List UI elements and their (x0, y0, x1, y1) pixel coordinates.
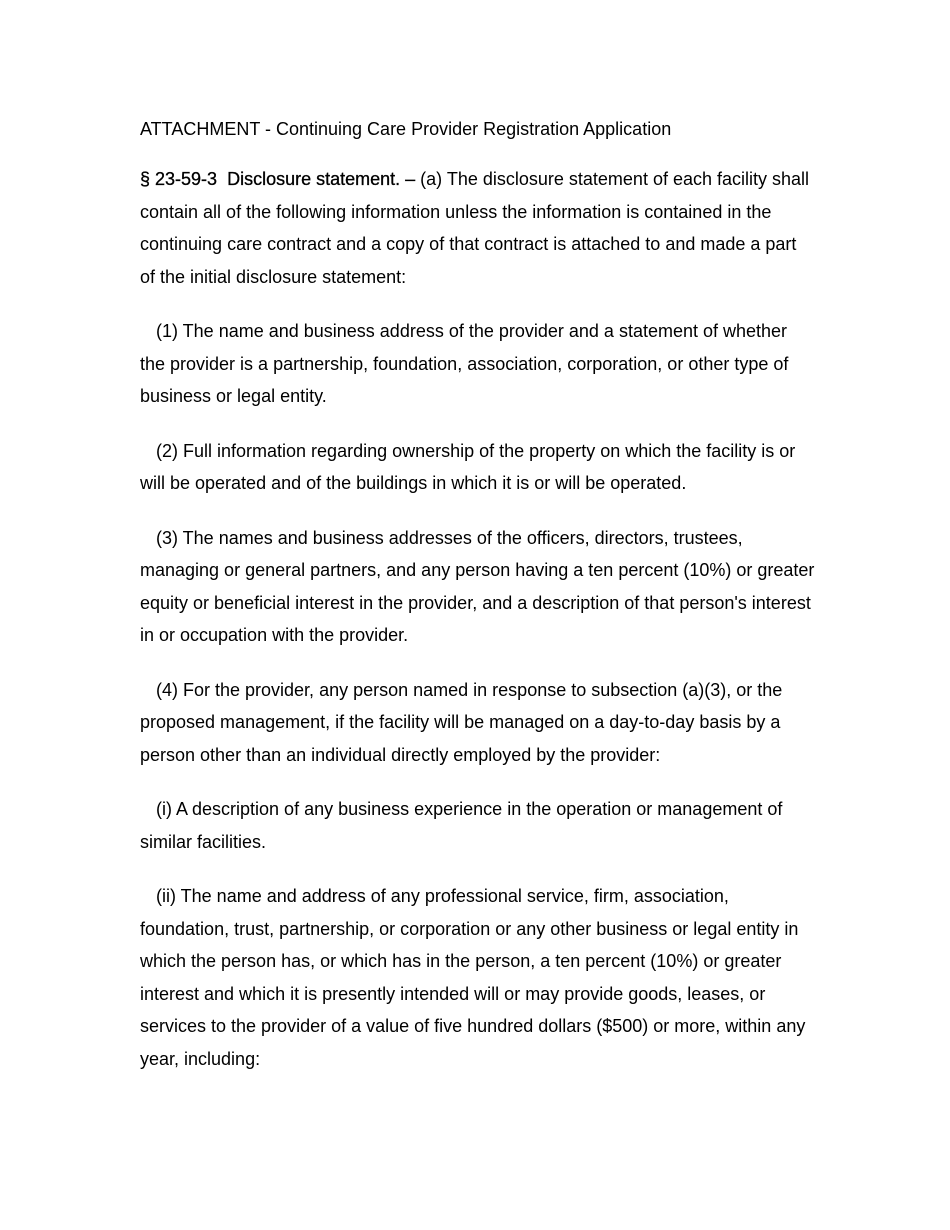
item-4-ii-paragraph: (ii) The name and address of any professional service, firm, association, foundation, trust, partnership, or corporation or any other business or legal entity in which the person has, or which has in the person, a ten percent (10%) or greater interest and which it is presently intended will or may provide goods, leases, or services to the provider of a value of five hundred dollars ($500) or more, within any year, including: (140, 886, 806, 1069)
item-1-paragraph: (1) The name and business address of the provider and a statement of whether the provider is a partnership, foundation, association, corporation, or other type of business or legal entity. (140, 321, 789, 406)
item-4-paragraph: (4) For the provider, any person named in response to subsection (a)(3), or the proposed management, if the facility will be managed on a day-to-day basis by a person other than an individual directly employed by the provider: (140, 679, 783, 765)
item-4-i-paragraph: (i) A description of any business experience in the operation or management of similar facilities. (140, 799, 783, 852)
document-title: ATTACHMENT - Continuing Care Provider Registration Application (140, 119, 672, 139)
section-intro-paragraph (140, 163, 815, 293)
section-number: § 23-59-3 (140, 169, 218, 189)
section-heading: Disclosure statement. – (227, 169, 416, 189)
item-3-paragraph: (3) The names and business addresses of the officers, directors, trustees, managing or general partners, and any person having a ten percent (10%) or greater equity or beneficial interest in the provider, and a description of that person's interest in or occupation with the provider. (140, 527, 815, 645)
document-page (140, 117, 815, 1097)
section-intro-text: (a) The disclosure statement of each facility shall contain all of the following information unless the information is contained in the continuing care contract and a copy of that contract is attached to and made a part of the initial disclosure statement: (140, 169, 810, 287)
item-2-paragraph: (2) Full information regarding ownership of the property on which the facility is or will be operated and of the buildings in which it is or will be operated. (140, 440, 796, 493)
